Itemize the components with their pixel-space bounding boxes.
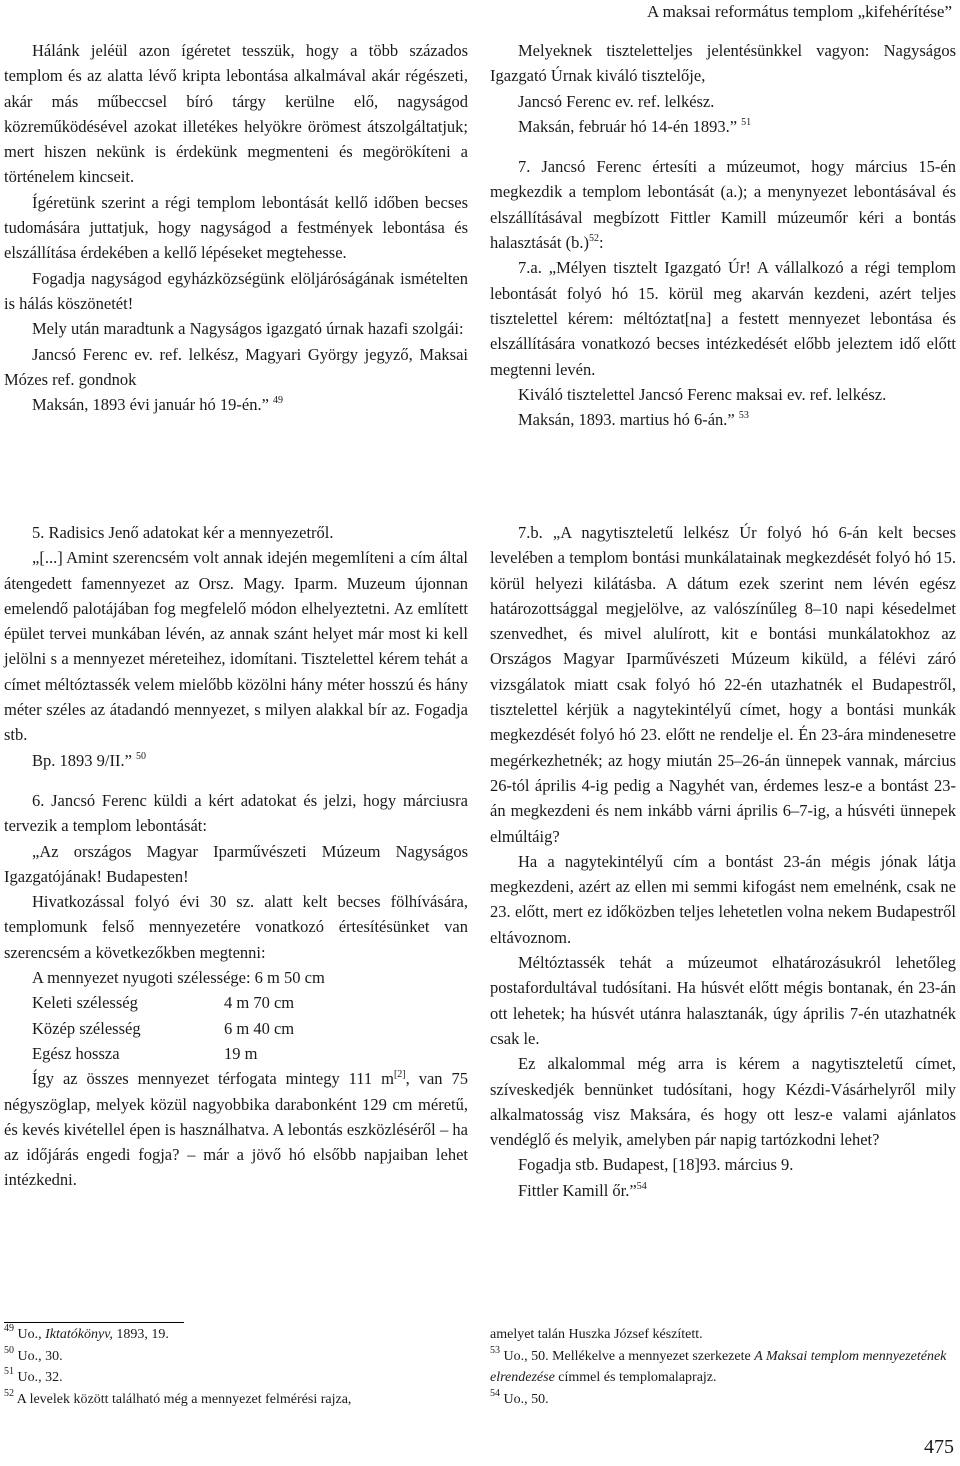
section-title: 5. Radisics Jenő adatokat kér a mennyezetről. (32, 523, 334, 542)
left-column-lower (4, 520, 468, 1193)
measure-row: Egész hossza 19 m (32, 1043, 258, 1063)
footnote: $^{49}$ Uo., Iktatókönyv, 1893, 19. (4, 1323, 169, 1342)
footnote-ref: 52 (588, 233, 599, 245)
paragraph: Fogadja nagyságod egyházközségünk elöljáróságának ismételten is hálás köszönetét! (4, 268, 468, 313)
footnote-ref: 51 (741, 116, 752, 128)
measure-row: Keleti szélesség 4 m 70 cm (32, 993, 295, 1013)
paragraph: „[...] Amint szerencsém volt annak idején megemlíteni a cím által átengedett famennyezet az Orsz. Magy. Iparm. Muzeum újonnan emelendő palotájában fog megfelelő módon elhelyeztetni. Az említett épület tervei munkában lévén, az annak szánt helyet már most ki kell jelölni s a mennyezet méreteihez, idomítani. Tisztelettel kérem tehát a címet méltóztassék velem mielőbb közölni hány méter hosszú és hány méter széles az átadandó mennyezet, s milyen alakkal bír az. Fogadja stb. (4, 548, 468, 745)
footnotes-right (490, 1324, 956, 1410)
paragraph: Hivatkozással folyó évi 30 sz. alatt kelt becses fölhívására, templomunk felső mennyezetére vonatkozó értesítésünket van szerencsém a következőkben megtenni: (4, 892, 468, 962)
footnote-ref: 50 (136, 750, 147, 762)
paragraph: Így az összes mennyezet térfogata mintegy 111 m[2], van 75 négyszöglap, melyek közül nagyobbika darabonként 129 cm méretű, és kevés kivétellel épen is használhatva. A lebontás eszközléséről – ha az időjárás engedi fogja? – már a jövő hó elsőbb napjaiban lehet intézkedni. (4, 1069, 468, 1190)
date-line: Bp. 1893 9/II.” $^{50}$ (32, 750, 147, 770)
right-column-upper (490, 38, 956, 432)
footnote-ref: 54 (636, 1180, 647, 1192)
measure-line: A mennyezet nyugoti szélessége: 6 m 50 cm (32, 968, 325, 988)
signature: Fittler Kamill őr.”$^{54}$ (518, 1180, 647, 1200)
footnotes-left (4, 1324, 470, 1410)
signature: Kiváló tisztelettel Jancsó Ferenc maksai ev. ref. lelkész. (518, 384, 887, 404)
section-title: 7. Jancsó Ferenc értesíti a múzeumot, hogy március 15-én megkezdik a templom lebontását (a.); a menynyezet lebontásával és elszállításával megbízott Fittler Kamill múzeumőr kéri a bontás halasztását $(b.)^{52}$: (490, 157, 956, 253)
footnote: $^{52}$ A levelek között található még a mennyezet felmérési rajza, (4, 1387, 352, 1407)
footnote-ref: 53 (738, 410, 749, 422)
right-column-lower (490, 520, 956, 1203)
paragraph: Ez alkalommal még arra is kérem a nagytiszteletű címet, szíveskedjék bennünket tudósítani, hogy Kézdi-Vásárhelyről mily alkalmatosság visz Maksára, és hogy ott lesz-e valami ajánlatos vendéglő és melyik, amelyben pár napig tartózkodni lehet? (490, 1054, 956, 1150)
section-title: 6. Jancsó Ferenc küldi a kért adatokat és jelzi, hogy márciusra tervezik a templom lebontását: (4, 790, 468, 836)
paragraph: Fogadja stb. Budapest, [18]93. március 9. (518, 1155, 794, 1175)
date-line: Maksán, 1893. martius hó 6-án.” $^{53}$ (518, 410, 749, 430)
paragraph: „Az országos Magyar Iparművészeti Múzeum Nagyságos Igazgatójának! Budapesten! (4, 841, 468, 886)
paragraph: Melyeknek tiszteletteljes jelentésünkkel vagyon: Nagyságos Igazgató Úrnak kiváló tisztelője, (490, 41, 956, 86)
page-number: 475 (924, 1436, 954, 1458)
date-line: Maksán, 1893 évi január hó 19-én.” $^{49}$ (32, 395, 284, 415)
signature: Jancsó Ferenc ev. ref. lelkész. (518, 91, 715, 111)
paragraph: Ha a nagytekintélyű cím a bontást 23-án mégis jónak látja megkezdeni, azért az ellen mi semmi kifogást nem emelnénk, csak ne 23. előtt, mert ez időközben teljes lehetetlen volna nekem Budapestről eltávoznom. (490, 851, 956, 947)
footnote: $^{50}$ Uo., 30. (4, 1344, 63, 1364)
footnote-continued: amelyet talán Huszka József készített. (490, 1327, 703, 1342)
paragraph: Méltóztassék tehát a múzeumot elhatározásukról lehetőleg postafordultával tudósítani. Ha húsvét előtt mégis bontanak, én 23-án ott lehetek; ha húsvét utánra halasztanák, úgy április 7-én utazhatnék csak le. (490, 953, 956, 1048)
footnote-rule (4, 1322, 184, 1323)
date-line: Maksán, február hó 14-én 1893.” $^{51}$ (518, 116, 752, 136)
paragraph: Mely után maradtunk a Nagyságos igazgató úrnak hazafi szolgái: (32, 319, 464, 339)
paragraph: Jancsó Ferenc ev. ref. lelkész, Magyari György jegyző, Maksai Mózes ref. gondnok (4, 344, 468, 389)
paragraph: Ígéretünk szerint a régi templom lebontását kellő időben becses tudomására juttatjuk, hogy nagyságod a festmények lebontása és elszállítása érdekében a kellő lépéseket megtehesse. (4, 192, 468, 263)
footnote-ref: 49 (273, 395, 284, 407)
footnote: $^{51}$ Uo., 32. (4, 1366, 63, 1385)
paragraph: 7.a. „Mélyen tisztelt Igazgató Úr! A vállalkozó a régi templom lebontását folyó hó 15. körül meg akarván kezdeni, azért teljes tisztelettel kérem: méltóztat[na] a festett mennyezet lebontása és elszállítására vonatkozó becses intézkedését előbb jeleztem idő előtt megtenni levén. (490, 258, 956, 379)
paragraph: Hálánk jeléül azon ígéretet tesszük, hogy a több százados templom és az alatta lévő kripta lebontása alkalmával akár régészeti, akár más műbeccsel bíró tárgy kerülne elő, nagyságod közreműködésével azokat illetékes helyökre örömest átszolgáltatjuk; mert hiszen nekünk is érdekünk megmenteni és megörökíteni a történelem kincseit. (4, 41, 468, 187)
footnote: $^{53}$ Uo., 50. Mellékelve a mennyezet szerkezete A Maksai templom mennyezetének elrendezése címmel és templomalaprajz. (490, 1344, 947, 1385)
footnote: $^{54}$ Uo., 50. (490, 1387, 549, 1407)
paragraph: 7.b. „A nagytiszteletű lelkész Úr folyó hó 6-án kelt becses levelében a templom bontási munkálatainak megkezdését folyó hó 15. körül helyezi kilátásba. A dátum ezek szerint nem lévén egész határozottsággal megjelölve, az valószínűleg 8–10 napi késedelmet szenvedhet, és mivel alulírott, kit e bontási munkálatokhoz az Országos Magyar Iparművészeti Múzeum kiküld, a félévi záró vizsgálatok miatt csak folyó hó 22-én utazhatnék el Budapestről, tisztelettel kérjük a nagytekintélyű címet, hogy a bontási munkák megkezdését folyó hó 23. előtt ne rendelje el. Én 23-ára mindenesetre megérkezhetnék; az hogy miután 25–26-án ünnepek vannak, március 26-tól április 4-ig pedig a Nagyhét van, érdemes lesz-e a bontást 23-án megkezdeni és nem inkább várni április 6–7-ig, a húsvéti ünnepek elmúltáig? (490, 523, 956, 846)
measure-row: Közép szélesség 6 m 40 cm (32, 1018, 295, 1038)
running-header: A maksai református templom „kifehérítése” (647, 2, 952, 21)
left-column-upper (4, 38, 468, 417)
